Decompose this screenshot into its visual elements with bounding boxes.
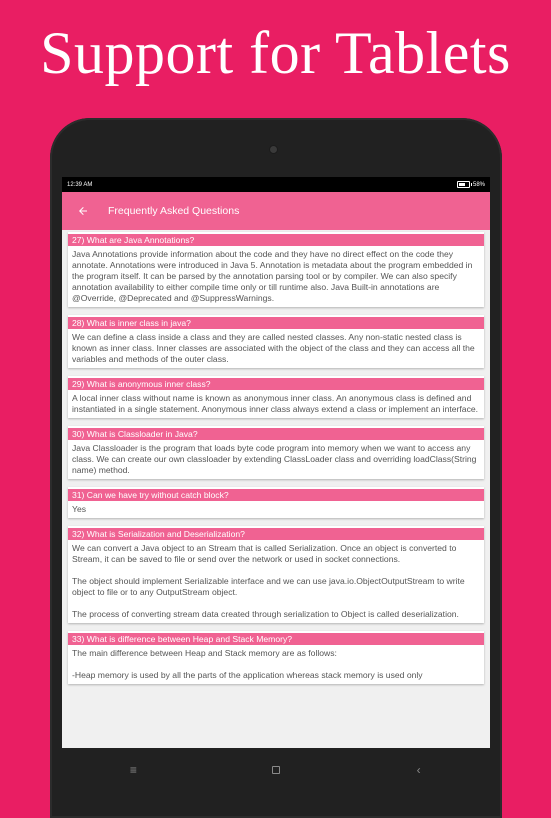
navigation-bar (62, 748, 490, 792)
camera-icon (270, 146, 277, 153)
faq-item[interactable] (68, 315, 484, 368)
back-button[interactable] (64, 192, 102, 230)
faq-question: 29) What is anonymous inner class? (68, 376, 484, 390)
faq-answer: A local inner class without name is known as anonymous inner class. An anonymous class is defined and instantiated in a single statement. Anonymous inner class always extend a class or implement an interface. (72, 393, 479, 414)
arrow-left-icon (77, 205, 89, 217)
triangle-left-icon: ‹ (416, 763, 421, 777)
faq-answer: We can convert a Java object to an Stream that is called Serialization. Once an object is converted to Stream, it can be saved to file or send over the network or used in socket connections. The object should implement Serializable interface and we can use java.io.ObjectOutputStream to write object to file or to any OutputStream object. The process of converting stream data created through serialization to Object is called deserialization. (72, 543, 465, 619)
app-bar (62, 192, 490, 230)
faq-answer: The main difference between Heap and Stack memory are as follows: -Heap memory is used by all the parts of the application whereas stack memory is used only (72, 648, 423, 680)
faq-question: 28) What is inner class in java? (68, 315, 484, 329)
faq-item[interactable] (68, 487, 484, 518)
menu-icon: ≡ (129, 763, 137, 777)
faq-item[interactable] (68, 631, 484, 684)
faq-item[interactable] (68, 526, 484, 623)
recent-apps-button[interactable] (118, 763, 148, 777)
faq-answer: Yes (72, 504, 87, 514)
faq-answer: Java Annotations provide information about the code and they have no direct effect on the code they annotate. Annotations were introduced in Java 5. Annotation is metadata about the program embedded in the program itself. It can be parsed by the annotation parsing tool or by compiler. We can also specify annotation availability to either compile time only or till runtime also. Java Built-in annotations are @Override, @Deprecated and @SuppressWarnings. (72, 249, 473, 303)
faq-item[interactable] (68, 426, 484, 479)
faq-question: 30) What is Classloader in Java? (68, 426, 484, 440)
faq-item[interactable] (68, 232, 484, 307)
status-bar (62, 177, 490, 192)
faq-item[interactable] (68, 376, 484, 418)
faq-question: 31) Can we have try without catch block? (68, 487, 484, 501)
status-time: 12:39 AM (67, 181, 93, 188)
battery-percent: 58% (472, 181, 485, 188)
battery-icon (457, 181, 470, 188)
faq-question: 27) What are Java Annotations? (68, 232, 484, 246)
app-screen (62, 177, 490, 748)
faq-answer: Java Classloader is the program that loads byte code program into memory when we want to access any class. We can create our own classloader by extending ClassLoader class and overriding loadClass(String name) method. (72, 443, 477, 475)
faq-question: 32) What is Serialization and Deserialization? (68, 526, 484, 540)
square-icon (272, 766, 280, 774)
home-button[interactable] (261, 763, 291, 777)
promo-title: Support for Tablets (40, 20, 511, 86)
status-right (457, 181, 485, 188)
faq-question: 33) What is difference between Heap and Stack Memory? (68, 631, 484, 645)
faq-answer: We can define a class inside a class and they are called nested classes. Any non-static nested class is known as inner class. Inner classes are associated with the object of the class and they can access all the variables and methods of the outer class. (72, 332, 475, 364)
nav-back-button[interactable] (404, 763, 434, 777)
app-title: Frequently Asked Questions (108, 205, 240, 217)
faq-list[interactable] (62, 230, 490, 684)
